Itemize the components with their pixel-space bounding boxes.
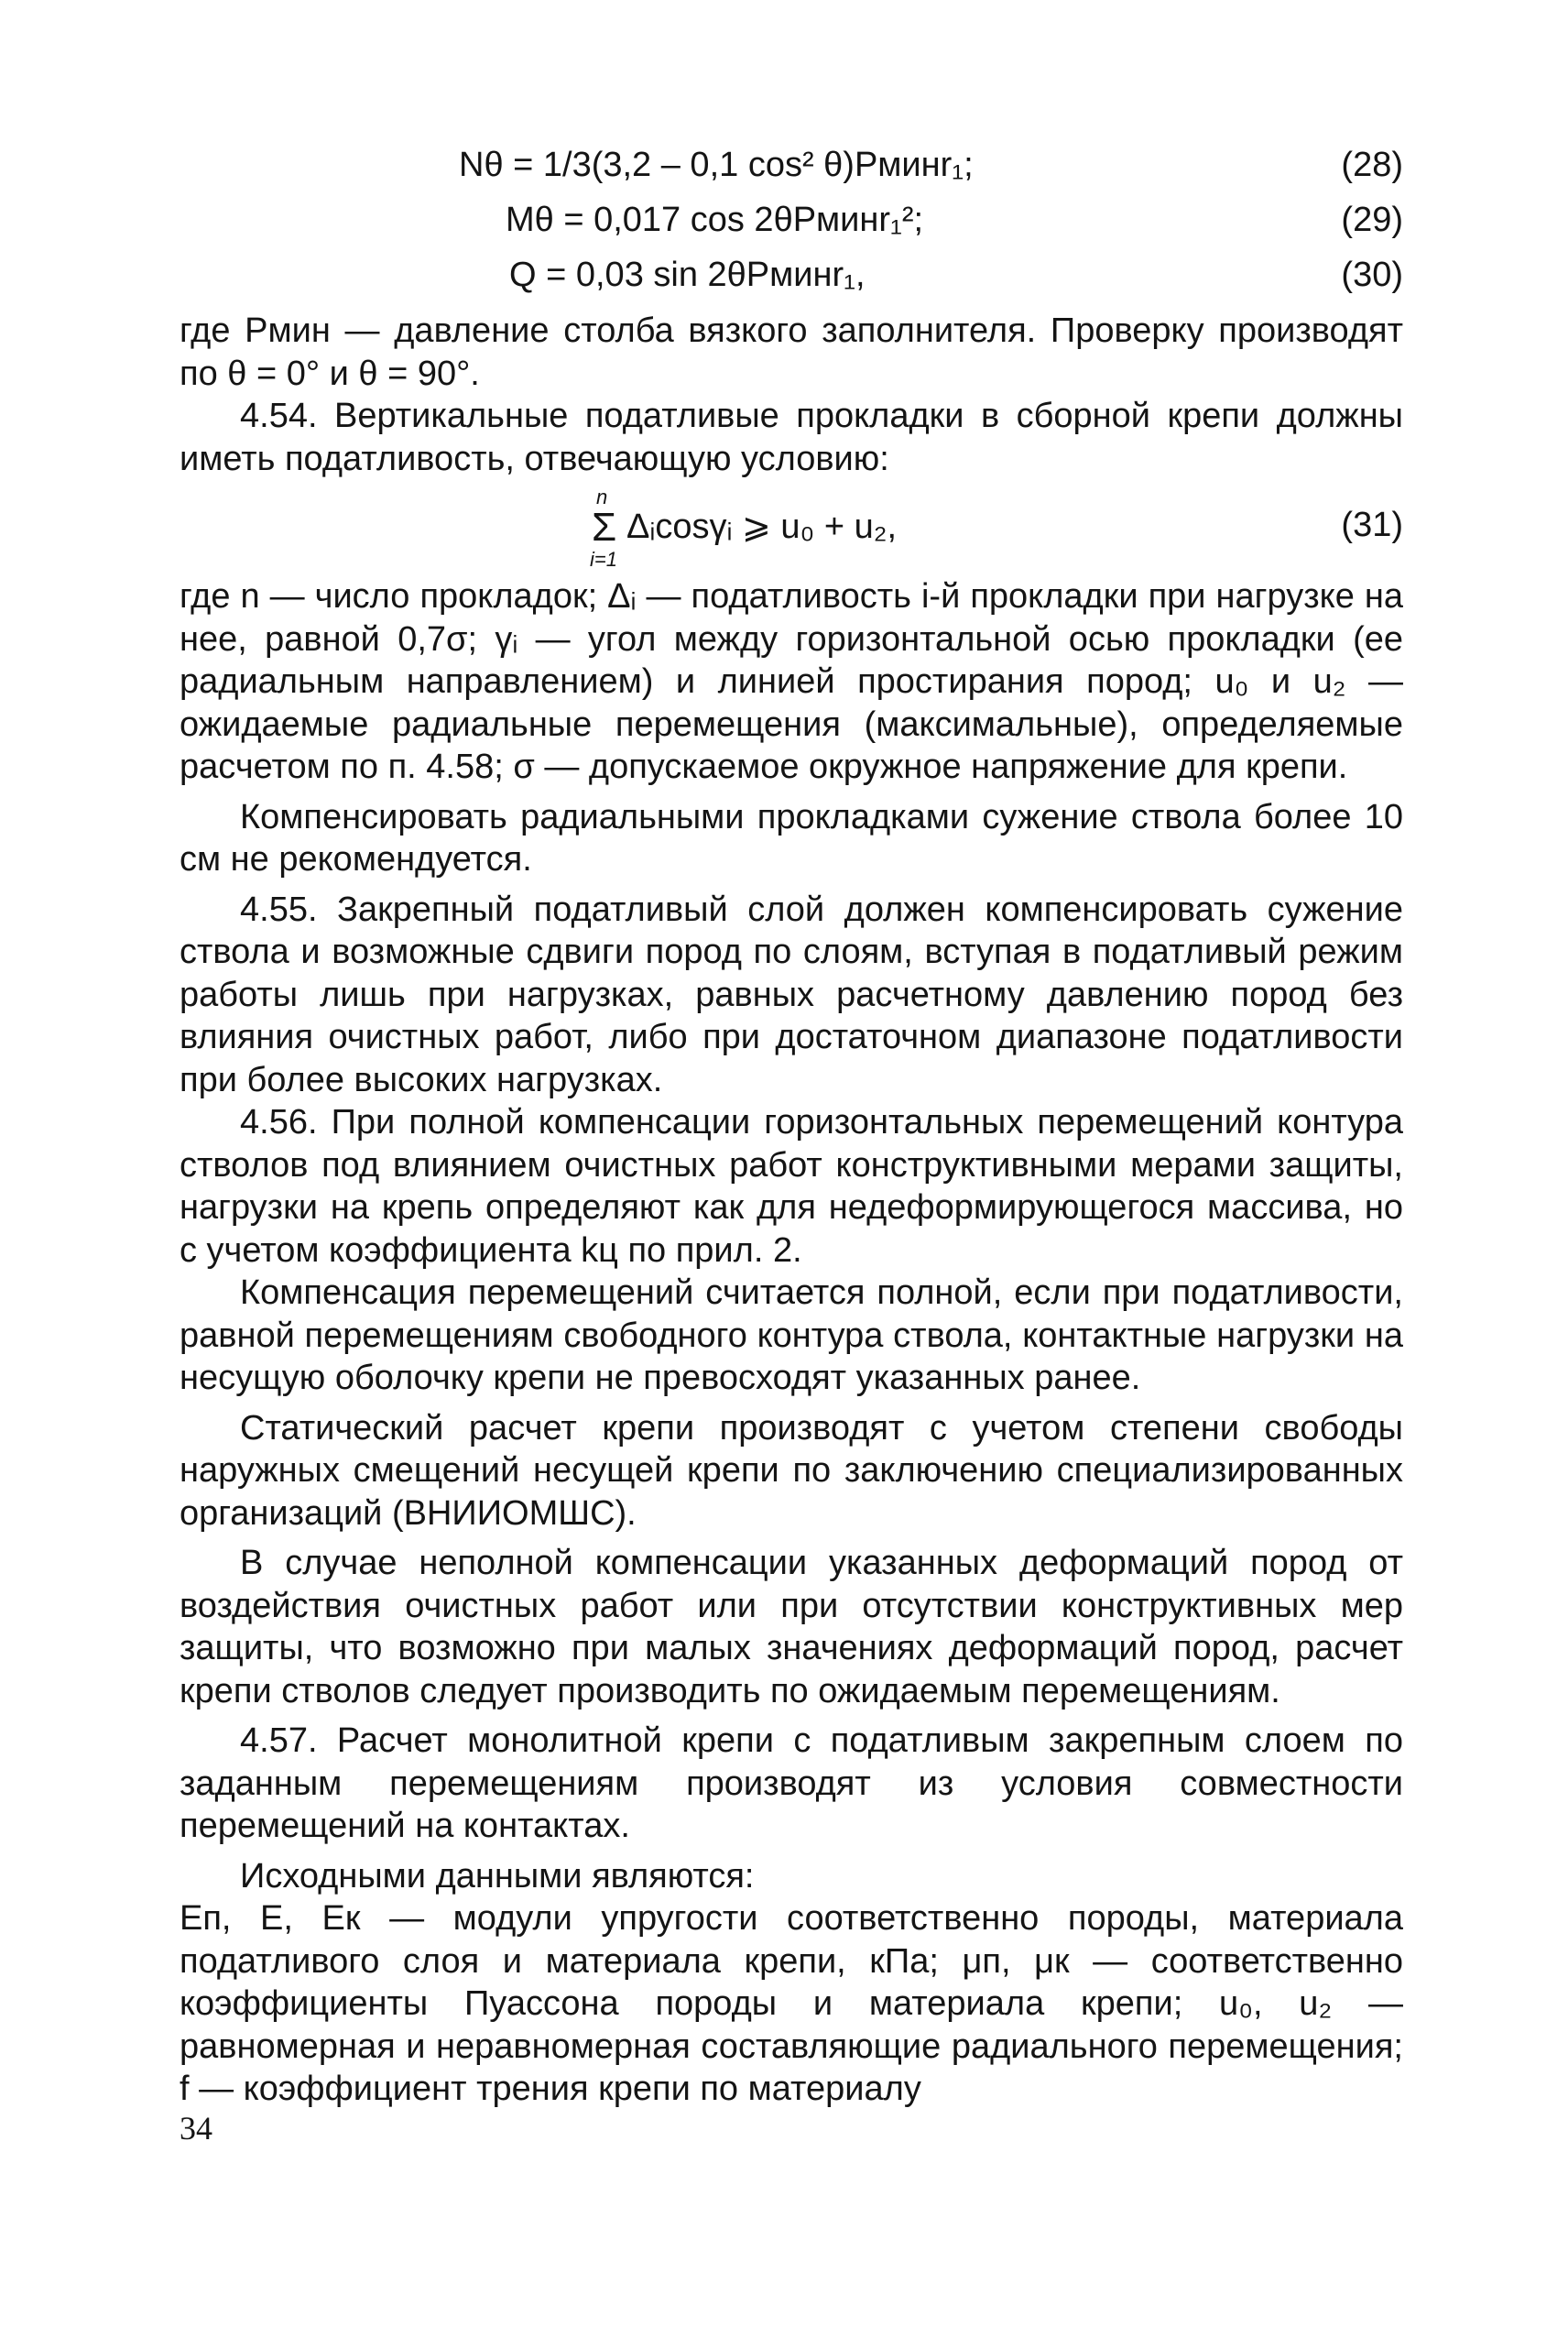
- formula-number: (28): [1341, 146, 1403, 184]
- paragraph-4-55: 4.55. Закрепный податливый слой должен компенсировать сужение ствола и возможные сдвиги пород по слоям, вступая в податливый режим работы лишь при нагрузках, равных расчетному давлению пород без влияния очистных работ, либо при достаточном диапазоне податливости при более высоких нагрузках.: [180, 890, 1403, 1099]
- formula-expression: Nθ = 1/3(3,2 – 0,1 cos² θ)Pминr₁;: [459, 146, 974, 184]
- paragraph-full-compensation: Компенсация перемещений считается полной, если при податливости, равной перемещениям свободного контура ствола, контактные нагрузки на несущую оболочку крепи не превосходят указанных ранее.: [180, 1273, 1403, 1397]
- paragraph-input-heading: Исходными данными являются:: [240, 1856, 755, 1895]
- sum-upper-limit: n: [596, 486, 608, 508]
- formula-number: (31): [1341, 506, 1403, 544]
- paragraph-static-calc: Статический расчет крепи производят с учетом степени свободы наружных смещений несущей крепи по заключению специализированных организаций (ВНИИОМШС).: [180, 1408, 1403, 1533]
- formula-30: [180, 247, 1403, 302]
- paragraph-4-54: 4.54. Вертикальные податливые прокладки в сборной крепи должны иметь податливость, отвечающую условию:: [180, 397, 1403, 478]
- formula-28: [180, 137, 1403, 192]
- paragraph-compensate: Компенсировать радиальными прокладками сужение ствола более 10 см не рекомендуется.: [180, 797, 1403, 879]
- paragraph-input-data: Eп, E, Eк — модули упругости соответственно породы, материала податливого слоя и материала крепи, кПа; μп, μк — соответственно коэффициенты Пуассона породы и материала крепи; u₀, u₂ — равномерная и неравномерная составляющие радиального перемещения; f — коэффициент трения крепи по материалу: [180, 1899, 1403, 2108]
- page-number: 34: [180, 2110, 212, 2147]
- formula-31: [180, 486, 1403, 575]
- formula-expression: Q = 0,03 sin 2θPминr₁,: [509, 256, 866, 294]
- paragraph-4-57: 4.57. Расчет монолитной крепи с податливым закрепным слоем по заданным перемещениям производят из условия совместности перемещений на контактах.: [180, 1721, 1403, 1845]
- page-body: [180, 137, 1403, 2111]
- formula-expression: Mθ = 0,017 cos 2θPминr₁²;: [506, 201, 924, 239]
- formula-number: (30): [1341, 256, 1403, 294]
- sum-sigma: Σ: [592, 505, 617, 550]
- formula-number: (29): [1341, 201, 1403, 239]
- paragraph-where-n: где n — число прокладок; Δᵢ — податливость i-й прокладки при нагрузке на нее, равной 0,7σ; γᵢ — угол между горизонтальной осью прокладки (ее радиальным направлением) и линией простирания пород; u₀ и u₂ — ожидаемые радиальные перемещения (максимальные), определяемые расчетом по п. 4.58; σ — допускаемое окружное напряжение для крепи.: [180, 577, 1403, 786]
- sum-lower-limit: i=1: [590, 548, 617, 571]
- paragraph-where-pmin: где Pмин — давление столба вязкого заполнителя. Проверку производят по θ = 0° и θ = 90°.: [180, 311, 1403, 393]
- paragraph-incomplete-comp: В случае неполной компенсации указанных деформаций пород от воздействия очистных работ или при отсутствии конструктивных мер защиты, что возможно при малых значениях деформаций пород, расчет крепи стволов следует производить по ожидаемым перемещениям.: [180, 1544, 1403, 1710]
- formula-29: [180, 192, 1403, 247]
- paragraph-4-56: 4.56. При полной компенсации горизонтальных перемещений контура стволов под влиянием очистных работ конструктивными мерами защиты, нагрузки на крепь определяют как для недеформирующегося массива, но с учетом коэффициента kц по прил. 2.: [180, 1103, 1403, 1270]
- formula-expression: Δᵢcosγᵢ ⩾ u₀ + u₂,: [626, 508, 898, 546]
